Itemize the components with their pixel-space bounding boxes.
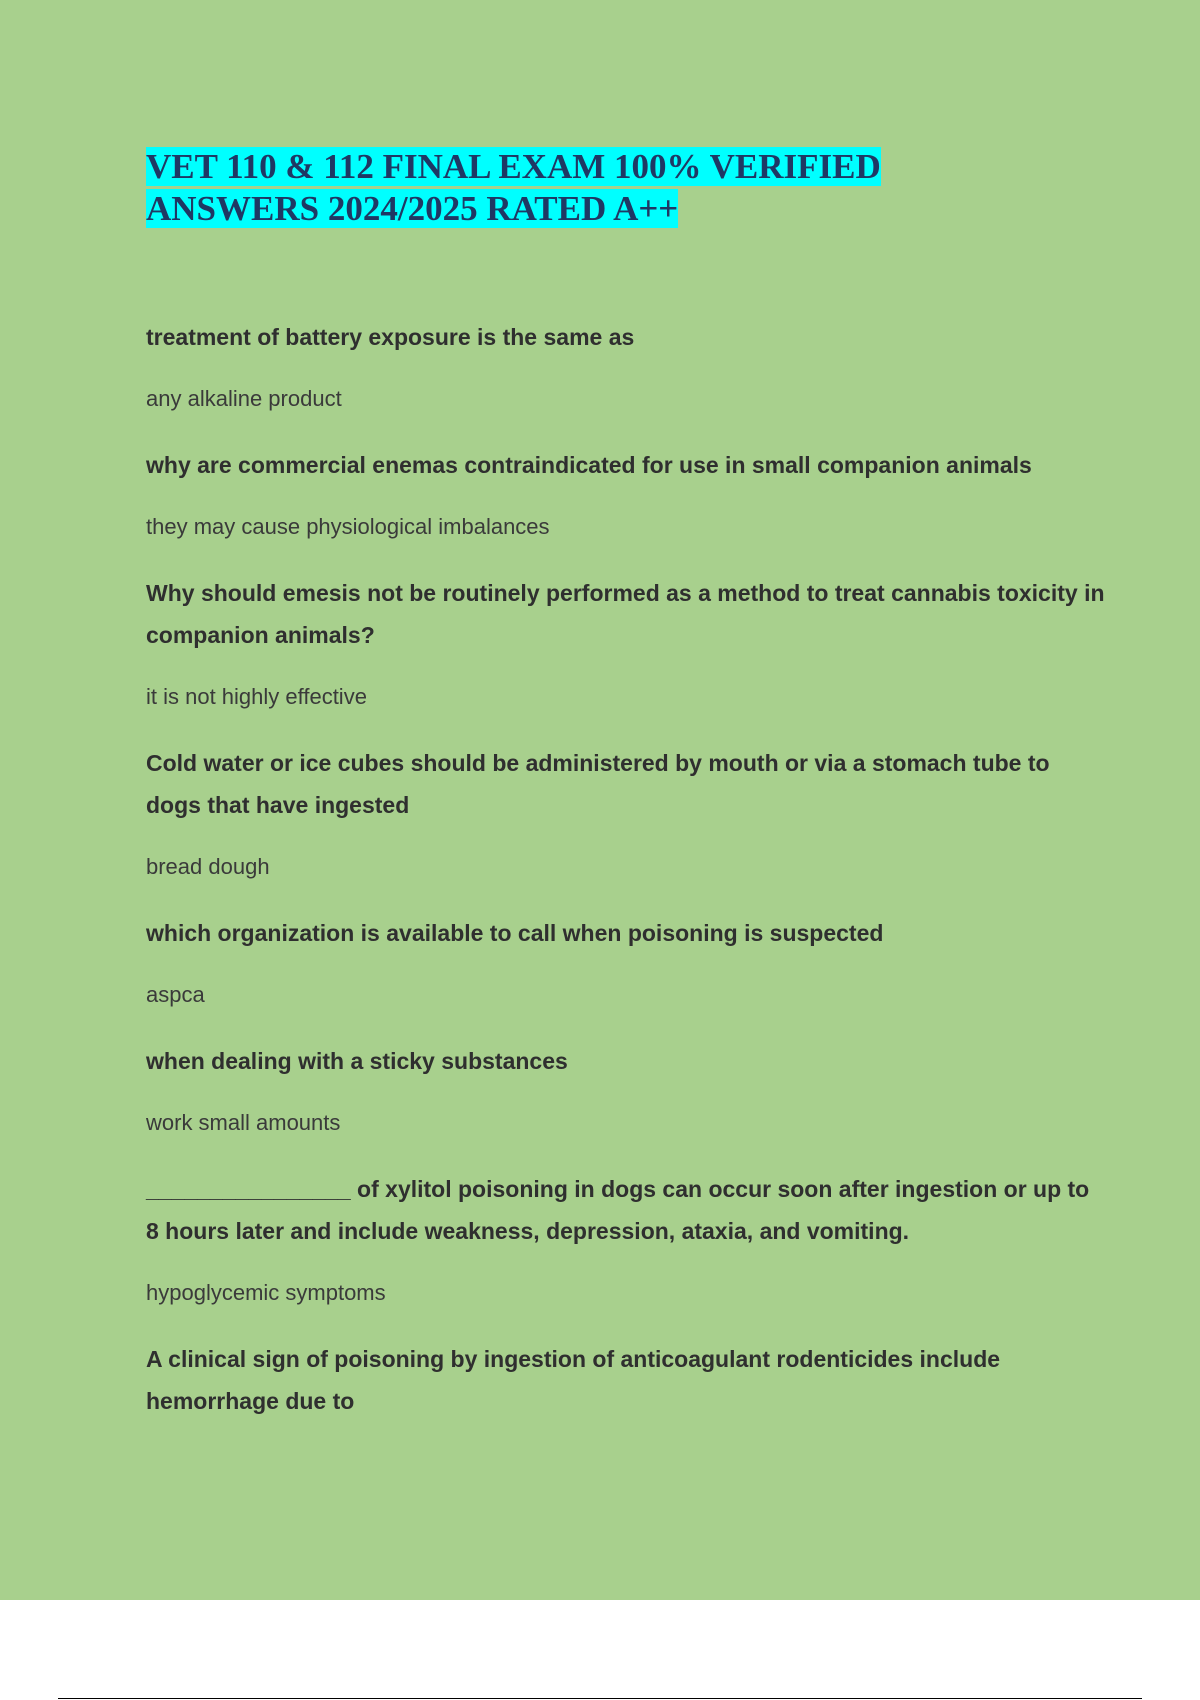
qa-item [146,1168,1106,1311]
question-text: ________________ of xylitol poisoning in dogs can occur soon after ingestion or up to 8 hours later and include weakness, depression, ataxia, and vomiting. [146,1176,1090,1244]
document-title [146,146,1146,230]
answer-text: work small amounts [146,1110,341,1135]
question-text: Cold water or ice cubes should be administered by mouth or via a stomach tube to dogs that have ingested [146,750,1050,818]
qa-item [146,444,1106,545]
qa-item [146,1338,1106,1422]
question-text: why are commercial enemas contraindicated for use in small companion animals [146,452,1032,478]
answer-text: it is not highly effective [146,684,367,709]
answer-text: they may cause physiological imbalances [146,514,550,539]
question-text: when dealing with a sticky substances [146,1048,568,1074]
answer-text: aspca [146,982,205,1007]
answer-text: hypoglycemic symptoms [146,1280,386,1305]
question-text: A clinical sign of poisoning by ingestion of anticoagulant rodenticides include hemorrhage due to [146,1346,1001,1414]
question-text: which organization is available to call when poisoning is suspected [146,920,884,946]
footer-rule [58,1698,1142,1699]
answer-text: bread dough [146,854,270,879]
qa-item [146,316,1106,417]
qa-list [146,316,1106,1445]
answer-text: any alkaline product [146,386,342,411]
qa-item [146,912,1106,1013]
qa-item [146,742,1106,885]
qa-item [146,1040,1106,1141]
question-text: Why should emesis not be routinely performed as a method to treat cannabis toxicity in companion animals? [146,580,1105,648]
qa-item [146,572,1106,715]
question-text: treatment of battery exposure is the same as [146,324,635,350]
title-line-1: VET 110 & 112 FINAL EXAM 100% VERIFIED [146,147,881,186]
title-line-2: ANSWERS 2024/2025 RATED A++ [146,189,679,228]
